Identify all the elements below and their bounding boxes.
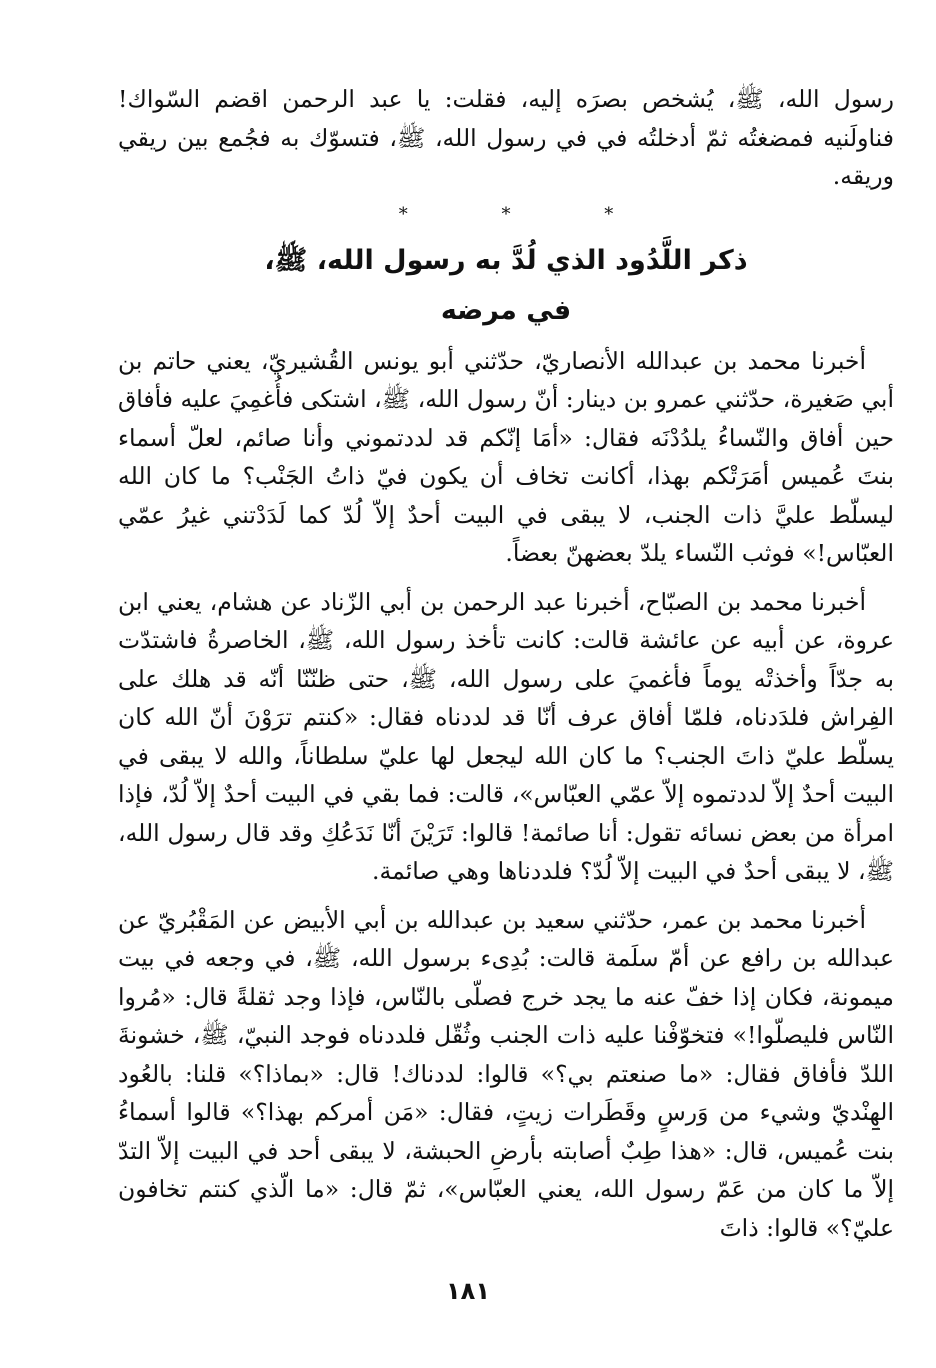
section-heading-line-2: في مرضه [440,294,572,326]
page-number: ١٨١ [446,1277,490,1305]
paragraph-1: أخبرنا محمد بن عبدالله الأنصاريّ، حدّثني أبو يونس القُشيريّ، يعني حاتم بن أبي صَغيرة، حدّثني عمرو بن دينار: أنّ رسول الله، ﷺ، اشتكى فأُغمِيَ عليه فأفاق حين أفاق والنّساءُ يلدُدْنَه فقال: «أمَا إنّكم قد لددتموني وأنا صائم، لعلّ أسماء بنتَ عُميس أمَرَتْكم بهذا، أكانت تخاف أن يكون فيّ ذاتُ الجَنْب؟ ما كان الله ليسلّط عليَّ ذات الجنب، لا يبقى في البيت أحدٌ إلاّ لُدّ كما لَدَدْتني غيرُ عمّي العبّاس!» فوثب النّساء يلدّ بعضهنّ بعضاً. [118,346,894,567]
section-heading-line-1: ذكر اللَّدُود الذي لُدَّ به رسول الله، ﷺ، [264,244,748,276]
paragraph-2: أخبرنا محمد بن الصبّاح، أخبرنا عبد الرحمن بن أبي الزّناد عن هشام، يعني ابن عروة، عن أبيه عن عائشة قالت: كانت تأخذ رسول الله، ﷺ، الخاصرةُ فاشتدّت به جدّاً وأخذتْه يوماً فأغميَ على رسول الله، ﷺ، حتى ظنّنّا أنّه قد هلك على الفِراش فلدَدناه، فلمّا أفاق عرف أنّا قد لددناه فقال: «كنتم ترَوْنَ أنّ الله كان يسلّط عليّ ذاتَ الجنب؟ ما كان الله ليجعل لها عليّ سلطاناً، والله لا يبقى في البيت أحدٌ إلاّ لددتموه إلاّ عمّي العبّاس»، قالت: فما بقي في البيت أحدٌ إلاّ لُدّ، فإذا امرأة من بعض نسائه تقول: أنا صائمة! قالوا: تَرَيْنَ أنّا نَدَعُكِ وقد قال رسول الله، ﷺ، لا يبقى أحدٌ في البيت إلاّ لُدّ؟ فلددناها وهي صائمة. [118,587,894,885]
margin-mark [872,1128,880,1130]
section-separator: * * * [398,203,658,225]
paragraph-3: أخبرنا محمد بن عمر، حدّثني سعيد بن عبدالله بن أبي الأبيض عن المَقْبُريّ عن عبدالله بن رافع عن أمّ سلَمة قالت: بُدِىء برسول الله، ﷺ، في وجعه في بيت ميمونة، فكان إذا خفّ عنه ما يجد خرج فصلّى بالنّاس، فإذا وجد ثقلةً قال: «مُروا النّاس فليصلّوا!» فتخوّفْنا عليه ذات الجنب وثُقّل فلددناه فوجد النبيّ، ﷺ، خشونةَ اللدّ فأفاق فقال: «ما صنعتم بي؟» قالوا: لددناك! قال: «بماذا؟» قلنا: بالعُود الهِنْديّ وشيء من وَرسٍ وقَطَرات زيتٍ، فقال: «مَن أمركم بهذا؟» قالوا أسماءُ بنت عُميس، قال: «هذا طِبٌ أصابته بأرضِ الحبشة، لا يبقى أحد في البيت إلاّ التدّ إلاّ ما كان من عَمّ رسول الله، يعني العبّاس»، ثمّ قال: «ما الّذي كنتم تخافون عليّ؟» قالوا: ذاتَ [118,905,894,1242]
opening-paragraph: رسول الله، ﷺ، يُشخص بصرَه إليه، فقلت: يا عبد الرحمن اقضم السّواك! فناولَنيه فمضغتُه ثمّ أدخلتُه في في رسول الله، ﷺ، فتسوّك به فجُمع بين ريقي وريقه. [118,85,894,190]
book-page [118,80,894,1340]
